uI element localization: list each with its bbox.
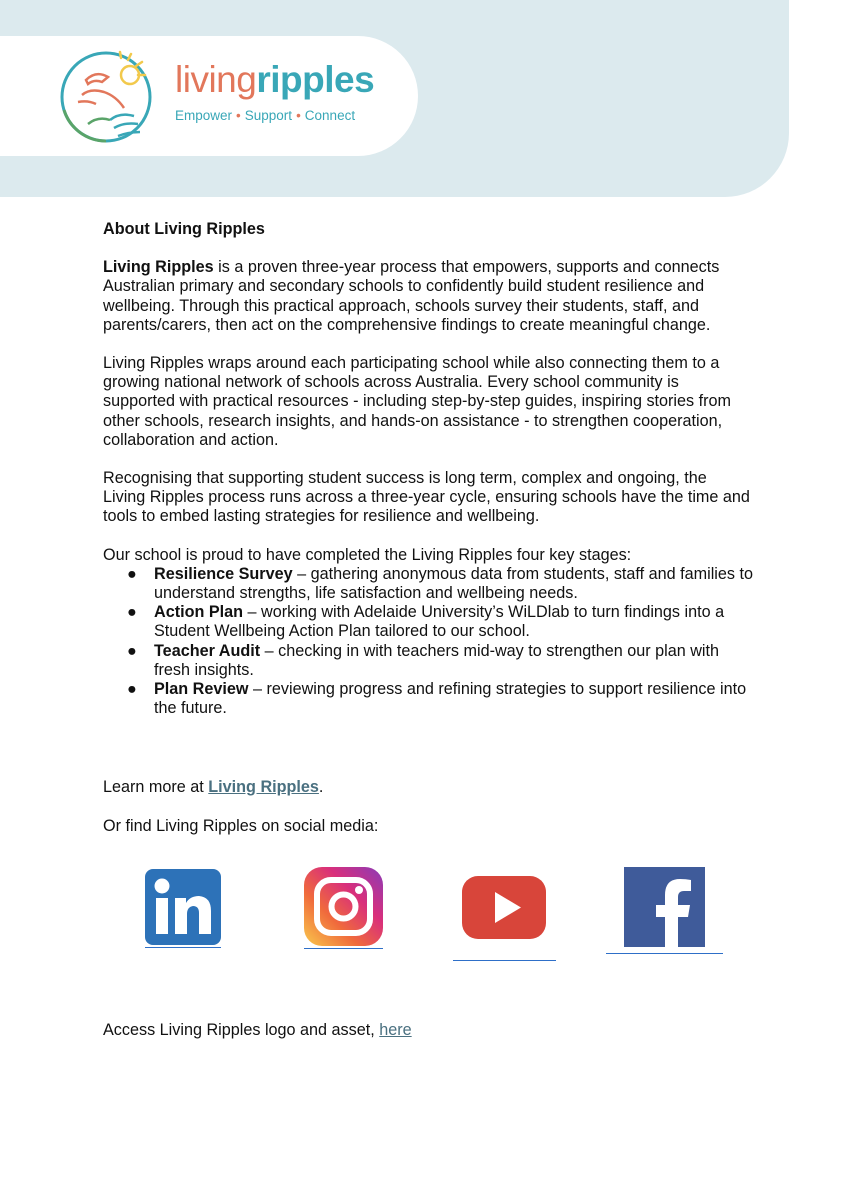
stage-text: – working with Adelaide University’s WiLDlab to turn findings into a Student Wellbeing Action Plan tailored to our school. bbox=[154, 603, 725, 641]
instagram-underline bbox=[304, 948, 383, 949]
stage-title: Action Plan bbox=[154, 603, 244, 622]
facebook-underline bbox=[606, 953, 723, 954]
instagram-icon bbox=[304, 867, 383, 946]
tagline-empower: Empower bbox=[175, 108, 233, 123]
learn-more-line bbox=[103, 778, 323, 797]
assets-here-link[interactable]: here bbox=[379, 1021, 412, 1039]
tagline-support: Support bbox=[244, 108, 293, 123]
cycle-paragraph: Recognising that supporting student success is long term, complex and ongoing, the Living Ripples process runs across a three-year cycle, ensuring schools have the time and tools to embed lasting strategies for resilience and wellbeing. bbox=[103, 469, 750, 526]
stage-text: – checking in with teachers mid-way to strengthen our plan with fresh insights. bbox=[154, 641, 720, 679]
linkedin-link[interactable] bbox=[145, 869, 221, 949]
facebook-icon bbox=[606, 867, 723, 949]
list-item bbox=[103, 565, 753, 603]
instagram-link[interactable] bbox=[304, 867, 383, 951]
about-section bbox=[103, 220, 753, 718]
stage-text: – gathering anonymous data from students, staff and families to understand strengths, life satisfaction and wellbeing needs. bbox=[154, 564, 753, 603]
list-item bbox=[103, 603, 753, 641]
living-ripples-logo-icon bbox=[58, 50, 154, 144]
linkedin-underline bbox=[145, 947, 221, 948]
list-item bbox=[103, 680, 753, 718]
access-assets-line bbox=[103, 1021, 412, 1040]
intro-bold: Living Ripples bbox=[103, 258, 214, 277]
stage-title: Resilience Survey bbox=[154, 564, 293, 583]
youtube-underline bbox=[453, 960, 556, 961]
stage-title: Plan Review bbox=[154, 680, 249, 699]
logo-word-living: living bbox=[175, 59, 257, 100]
tagline-connect: Connect bbox=[304, 108, 356, 123]
linkedin-icon bbox=[145, 869, 221, 945]
stage-title: Teacher Audit bbox=[154, 641, 261, 660]
stages-lead: Our school is proud to have completed the Living Ripples four key stages: bbox=[103, 545, 632, 564]
bullet-icon: ● bbox=[127, 641, 137, 660]
intro-text: is a proven three-year process that empowers, supports and connects Australian primary and secondary schools to confidently build student resilience and wellbeing. Through this practical approach, schools survey their students, staff, and parents/carers, then act on the comprehensive findings to create meaningful change. bbox=[103, 258, 720, 334]
youtube-link[interactable] bbox=[453, 874, 556, 964]
social-media-text: Or find Living Ripples on social media: bbox=[103, 817, 379, 835]
stage-text: – reviewing progress and refining strategies to support resilience into the future. bbox=[154, 680, 747, 718]
learn-prefix: Learn more at bbox=[103, 778, 209, 796]
logo-wordmark bbox=[175, 58, 374, 102]
living-ripples-link[interactable]: Living Ripples bbox=[208, 778, 319, 796]
intro-paragraph bbox=[103, 258, 753, 335]
logo-tagline bbox=[175, 107, 355, 125]
facebook-link[interactable] bbox=[606, 867, 723, 957]
logo-word-ripples: ripples bbox=[256, 59, 375, 100]
bullet-icon: ● bbox=[127, 564, 137, 583]
tagline-dot: • bbox=[236, 108, 241, 123]
access-prefix: Access Living Ripples logo and asset, bbox=[103, 1021, 380, 1039]
bullet-icon: ● bbox=[127, 603, 137, 622]
learn-suffix: . bbox=[318, 778, 324, 796]
bullet-icon: ● bbox=[127, 680, 137, 699]
youtube-icon bbox=[453, 874, 556, 944]
list-item bbox=[103, 642, 753, 680]
stages-list bbox=[103, 565, 753, 719]
network-paragraph: Living Ripples wraps around each participating school while also connecting them to a growing national network of schools across Australia. Every school community is supported with practical resources - including step-by-step guides, inspiring stories from other schools, research insights, and hands-on assistance - to strengthen cooperation, collaboration and action. bbox=[103, 354, 732, 449]
about-heading: About Living Ripples bbox=[103, 220, 265, 238]
tagline-dot: • bbox=[296, 108, 301, 123]
